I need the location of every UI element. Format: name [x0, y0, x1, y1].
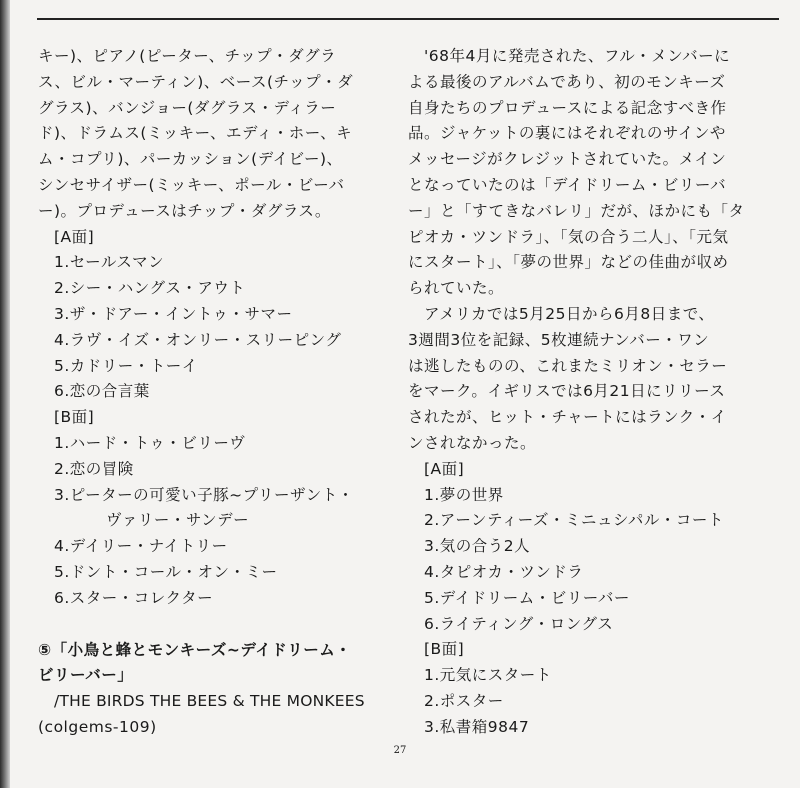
text-line: ス、ビル・マーティン)、ベース(チップ・ダ: [38, 72, 354, 91]
text-line: は逃したものの、これまたミリオン・セラー: [408, 356, 728, 375]
right-column: [408, 44, 780, 741]
text-line: ム・コプリ)、パーカッション(デイビー)、: [38, 150, 343, 169]
side-a-tracklist: [408, 483, 780, 638]
text-line: シンセサイザー(ミッキー、ポール・ビーバ: [38, 175, 345, 194]
track-item: 4.ラヴ・イズ・オンリー・スリーピング: [54, 330, 342, 349]
book-spine-shadow: [0, 0, 10, 788]
track-item: 2.アーンティーズ・ミニュシパル・コート: [424, 511, 724, 530]
side-b-label: [B面]: [54, 408, 95, 427]
text-line: ド)、ドラムス(ミッキー、エディ・ホー、キ: [38, 124, 353, 143]
text-line: '68年4月に発売された、フル・メンバーに: [424, 47, 731, 65]
text-line: アメリカでは5月25日から6月8日まで、: [424, 304, 715, 323]
text-line: ンされなかった。: [408, 433, 537, 452]
text-line: 品。ジャケットの裏にはそれぞれのサインや: [408, 124, 726, 143]
text-line: グラス)、バンジョー(ダグラス・ディラー: [38, 98, 337, 117]
track-item: 4.デイリー・ナイトリー: [54, 537, 228, 556]
track-item: 2.恋の冒険: [54, 459, 134, 478]
album-english-title: /THE BIRDS THE BEES & THE MONKEES: [54, 692, 365, 711]
side-a-label: [A面]: [424, 459, 465, 478]
text-line: よる最後のアルバムであり、初のモンキーズ: [408, 72, 726, 91]
track-item: 1.ハード・トゥ・ビリーヴ: [54, 433, 246, 452]
text-line: となっていたのは「デイドリーム・ビリーバ: [408, 175, 727, 194]
text-line: ー)。プロデュースはチップ・ダグラス。: [38, 201, 331, 220]
track-item: 5.デイドリーム・ビリーバー: [424, 588, 630, 607]
right-intro-paragraph: [408, 44, 780, 302]
track-item: 3.ピーターの可愛い子豚~プリーザント・: [54, 485, 354, 504]
track-item: 2.シー・ハングス・アウト: [54, 279, 246, 298]
text-line: をマーク。イギリスでは6月21日にリリース: [408, 382, 726, 401]
text-line: されたが、ヒット・チャートにはランク・イ: [408, 408, 727, 427]
track-item: 1.セールスマン: [54, 253, 165, 272]
album-catalog-number: (colgems-109): [38, 717, 157, 736]
track-item: 6.スター・コレクター: [54, 588, 214, 607]
text-line: られていた。: [408, 279, 505, 298]
heading-line: ⑤「小鳥と蜂とモンキーズ~デイドリーム・: [38, 640, 352, 659]
text-line: キー)、ピアノ(ピーター、チップ・ダグラ: [38, 47, 337, 65]
track-item: 6.恋の合言葉: [54, 382, 150, 401]
side-b-tracklist: [408, 663, 780, 740]
page-number: 27: [393, 745, 407, 756]
side-b-tracklist: [38, 431, 388, 612]
side-a-tracklist: [38, 250, 388, 405]
header-rule: [37, 18, 779, 20]
track-item: 1.元気にスタート: [424, 666, 552, 685]
text-line: メッセージがクレジットされていた。メイン: [408, 150, 727, 169]
side-a-label: [A面]: [54, 227, 95, 246]
track-item: 5.カドリー・トーイ: [54, 356, 198, 375]
side-b-label: [B面]: [424, 640, 465, 659]
heading-line: ビリーバー」: [38, 666, 134, 685]
track-item: 5.ドント・コール・オン・ミー: [54, 562, 278, 581]
text-line: ー」と「すてきなバレリ」だが、ほかにも「タ: [408, 201, 745, 220]
album-heading: [38, 638, 388, 690]
text-line: にスタート」、「夢の世界」などの佳曲が収め: [408, 253, 729, 272]
right-chart-paragraph: [408, 302, 780, 457]
track-item: 3.気の合う2人: [424, 537, 531, 556]
track-item: 1.夢の世界: [424, 485, 504, 504]
track-item: 3.ザ・ドアー・イントゥ・サマー: [54, 304, 293, 323]
track-item: 3.私書箱9847: [424, 717, 530, 736]
left-column: [38, 44, 388, 741]
track-item: 2.ポスター: [424, 691, 504, 710]
text-line: 3週間3位を記録、5枚連続ナンバー・ワン: [408, 330, 710, 349]
track-item-continuation: ヴァリー・サンデー: [106, 511, 250, 530]
track-item: 4.タピオカ・ツンドラ: [424, 562, 584, 581]
track-item: 6.ライティング・ロングス: [424, 614, 614, 633]
text-line: ピオカ・ツンドラ」、「気の合う二人」、「元気: [408, 227, 729, 246]
left-intro-paragraph: [38, 44, 388, 225]
text-line: 自身たちのプロデュースによる記念すべき作: [408, 98, 727, 117]
section-spacer: [38, 612, 388, 638]
